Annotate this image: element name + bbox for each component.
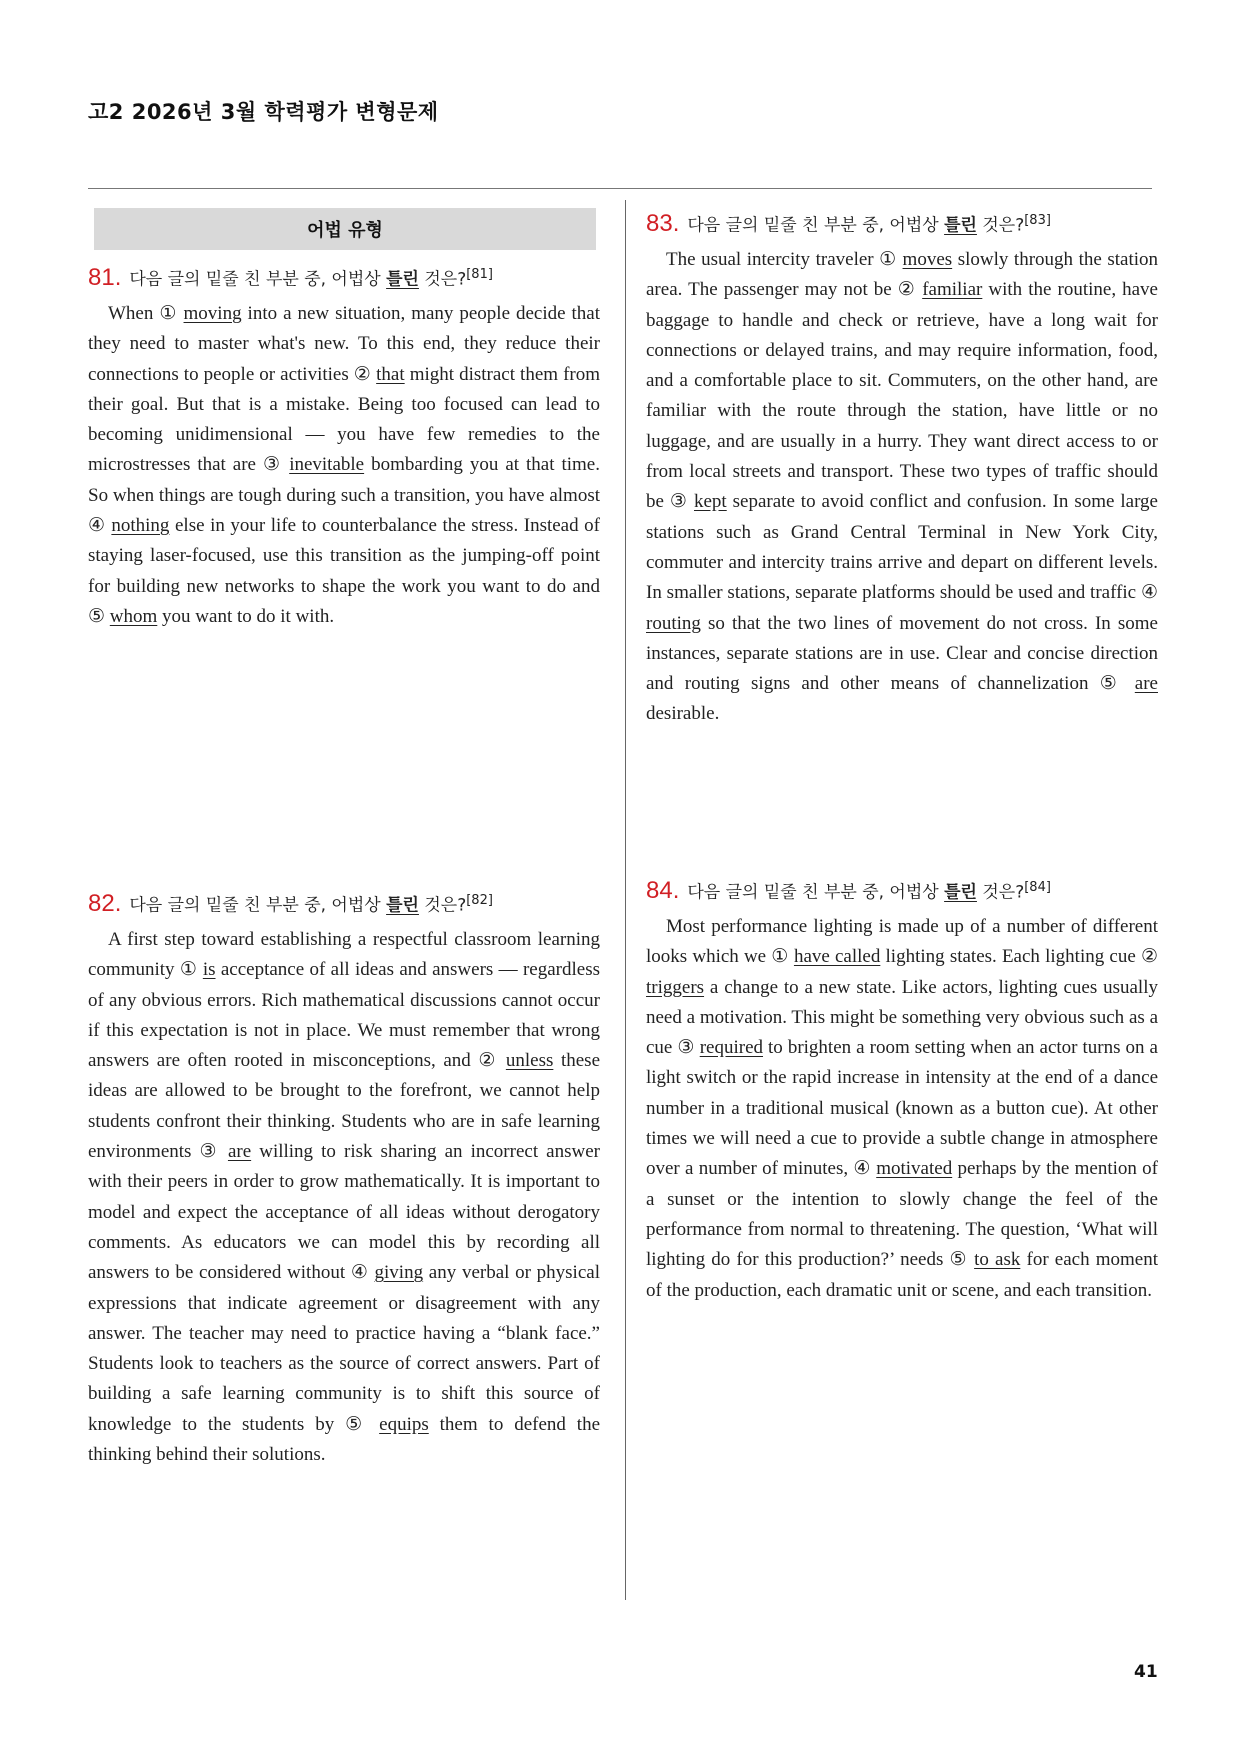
underlined-option: equips: [379, 1413, 429, 1435]
question-83-prompt: 다음 글의 밑줄 친 부분 중, 어법상: [687, 215, 945, 236]
question-82-prompt: 다음 글의 밑줄 친 부분 중, 어법상: [129, 895, 387, 916]
question-82-number: 82.: [88, 889, 122, 917]
underlined-option: moves: [902, 249, 953, 270]
question-82-passage: A first step toward establishing a respectful classroom learning community ① is acceptance of all ideas and answers — regardless of any obvious errors. Rich mathematical discussions cannot occur if this expectation is not in place. We must remember that wrong answers are often rooted in misconceptions, and ② unless these ideas are allowed to be brought to the forefront, we cannot help students confront their thinking. Students who are in safe learning environments ③ are willing to risk sharing an incorrect answer with their peers in order to grow mathematically. It is important to model and expect the acceptance of all ideas without derogatory comments. As educators we can model this by recording all answers to be considered without ④ giving any verbal or physical expressions that indicate agreement or disagreement with any answer. The teacher may need to practice having a “blank face.” Students look to teachers as the source of correct answers. Part of building a safe learning community is to shift this source of knowledge to the students by ⑤ equips them to defend the thinking behind their solutions.: [88, 929, 601, 1466]
question-84-prompt-emphasis: 틀린: [944, 882, 977, 903]
underlined-option: is: [202, 959, 216, 981]
question-83-prompt-emphasis: 틀린: [944, 215, 977, 236]
header-divider: [88, 188, 1152, 189]
question-84-prompt-end: 것은?: [976, 882, 1025, 903]
question-83: [646, 203, 1158, 730]
question-82-ref: [82]: [466, 893, 493, 908]
underlined-option: have called: [793, 946, 881, 968]
underlined-option: inevitable: [289, 454, 365, 476]
question-84-passage: Most performance lighting is made up of a number of different looks which we ① have called lighting states. Each lighting cue ② triggers a change to a new state. Like actors, lighting cues usually need a motivation. This might be something very obvious such as a cue ③ required to brighten a room setting when an actor turns on a light switch or the rapid increase in intensity at the end of a dance number in a traditional musical (known as a button cue). At other times we will need a cue to provide a subtle change in atmosphere over a number of minutes, ④ motivated perhaps by the mention of a sunset or the intention to slowly change the feel of the performance from normal to threatening. The question, ‘What will lighting do for this production?’ needs ⑤ to ask for each moment of the production, each dramatic unit or scene, and each transition.: [646, 916, 1158, 1301]
question-83-number: 83.: [646, 209, 680, 237]
question-81: [88, 257, 600, 632]
underlined-option: triggers: [646, 976, 705, 998]
question-83-ref: [83]: [1024, 213, 1051, 228]
underlined-option: are: [1134, 673, 1158, 695]
question-84-prompt: 다음 글의 밑줄 친 부분 중, 어법상: [687, 882, 945, 903]
question-82-header: [88, 883, 600, 919]
question-81-prompt-emphasis: 틀린: [386, 269, 419, 290]
question-84: [646, 870, 1158, 1306]
question-82-prompt-emphasis: 틀린: [386, 895, 419, 916]
column-divider: [625, 200, 626, 1600]
underlined-option: nothing: [111, 515, 170, 537]
underlined-option: motivated: [876, 1158, 953, 1180]
question-84-number: 84.: [646, 876, 680, 904]
question-81-ref: [81]: [466, 267, 493, 282]
question-81-number: 81.: [88, 263, 122, 291]
question-81-prompt: 다음 글의 밑줄 친 부분 중, 어법상: [129, 269, 387, 290]
question-83-header: [646, 203, 1158, 239]
question-81-passage: When ① moving into a new situation, many people decide that they need to master what's new. To this end, they reduce their connections to people or activities ② that might distract them from their goal. But that is a mistake. Being too focused can lead to becoming unidimensional — you have few remedies to the microstresses that are ③ inevitable bombarding you at that time. So when things are tough during such a transition, you have almost ④ nothing else in your life to counterbalance the stress. Instead of staying laser-focused, use this transition as the jumping-off point for building new networks to shape the work you want to do and ⑤ whom you want to do it with.: [88, 303, 601, 627]
question-82: [88, 883, 600, 1470]
underlined-option: to ask: [974, 1249, 1021, 1271]
question-81-prompt-end: 것은?: [418, 269, 467, 290]
section-label: 어법 유형: [307, 220, 383, 241]
underlined-option: routing: [646, 612, 701, 634]
question-83-prompt-end: 것은?: [976, 215, 1025, 236]
underlined-option: whom: [109, 605, 158, 627]
underlined-option: unless: [505, 1050, 554, 1072]
underlined-option: kept: [694, 491, 727, 513]
question-83-passage: The usual intercity traveler ① moves slowly through the station area. The passenger may not be ② familiar with the routine, have baggage to handle and check or retrieve, have a long wait for connections or delayed trains, and may require information, food, and a comfortable place to sit. Commuters, on the other hand, are familiar with the route through the station, have little or no luggage, and are usually in a hurry. They want direct access to or from local streets and transport. These two types of traffic should be ③ kept separate to avoid conflict and confusion. In some large stations such as Grand Central Terminal in New York City, commuter and intercity trains arrive and depart on different levels. In smaller stations, separate platforms should be used and traffic ④ routing so that the two lines of movement do not cross. In some instances, separate stations are in use. Clear and concise direction and routing signs and other means of channelization ⑤ are desirable.: [646, 249, 1159, 725]
underlined-option: required: [699, 1037, 764, 1059]
underlined-option: giving: [374, 1262, 424, 1284]
question-84-ref: [84]: [1024, 880, 1051, 895]
underlined-option: moving: [183, 303, 242, 324]
underlined-option: familiar: [922, 279, 983, 301]
page-header-title: 고2 2026년 3월 학력평가 변형문제: [88, 100, 439, 124]
question-81-header: [88, 257, 600, 293]
question-82-prompt-end: 것은?: [418, 895, 467, 916]
underlined-option: that: [376, 363, 405, 385]
section-label-box: [94, 208, 596, 250]
page-number: 41: [1134, 1662, 1158, 1682]
question-84-header: [646, 870, 1158, 906]
underlined-option: are: [227, 1141, 252, 1163]
